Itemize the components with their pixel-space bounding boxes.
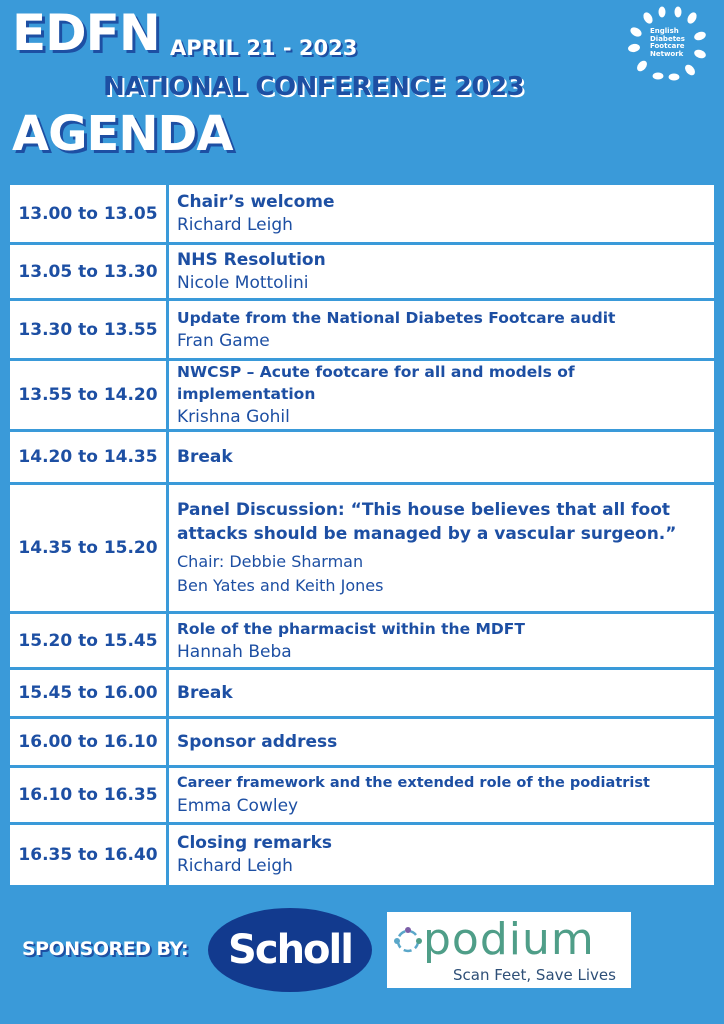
agenda-speaker: Hannah Beba (177, 641, 292, 662)
edfn-title: EDFN (12, 4, 160, 62)
edfn-logo-text: English Diabetes Footcare Network (650, 27, 685, 58)
agenda-row (10, 485, 714, 611)
agenda-row (10, 361, 714, 429)
scholl-logo (208, 908, 372, 992)
agenda-speaker: Richard Leigh (177, 856, 293, 876)
agenda-item (169, 245, 714, 298)
agenda-title: NHS Resolution (177, 249, 326, 270)
agenda-row (10, 719, 714, 765)
agenda-time: 13.55 to 14.20 (10, 361, 169, 429)
agenda-title: Closing remarks (177, 833, 333, 853)
agenda-row (10, 245, 714, 298)
agenda-row (10, 432, 714, 482)
agenda-row (10, 301, 714, 358)
event-date: APRIL 21 - 2023 (170, 36, 358, 60)
agenda-title: Break (177, 447, 233, 467)
agenda-item (169, 432, 714, 482)
agenda-row (10, 670, 714, 716)
agenda-speaker: Nicole Mottolini (177, 272, 309, 293)
agenda-item (169, 768, 714, 822)
agenda-title: Break (177, 683, 233, 703)
agenda-item (169, 614, 714, 667)
agenda-time: 13.00 to 13.05 (10, 185, 169, 242)
podium-wordmark: podium (423, 914, 595, 965)
agenda-title: NWCSP – Acute footcare for all and models of implementation (177, 363, 575, 403)
agenda-time: 13.05 to 13.30 (10, 245, 169, 298)
agenda-time: 16.35 to 16.40 (10, 825, 169, 885)
agenda-speaker: Richard Leigh (177, 214, 293, 235)
podium-mark-icon (393, 926, 423, 956)
podium-logo (387, 912, 631, 988)
agenda-item (169, 185, 714, 242)
agenda-table (10, 182, 714, 888)
agenda-speaker: Krishna Gohil (177, 407, 290, 427)
agenda-time: 14.35 to 15.20 (10, 485, 169, 611)
agenda-row (10, 185, 714, 242)
agenda-speaker: Chair: Debbie Sharman (177, 552, 364, 571)
agenda-title: Update from the National Diabetes Footcare audit (177, 308, 616, 327)
conference-title: NATIONAL CONFERENCE 2023 (103, 72, 525, 102)
sponsored-by-label: SPONSORED BY: (22, 938, 189, 960)
agenda-item (169, 719, 714, 765)
agenda-title: Chair’s welcome (177, 191, 335, 212)
agenda-title: Sponsor address (177, 732, 338, 752)
agenda-speaker: Ben Yates and Keith Jones (177, 576, 384, 595)
agenda-title: Career framework and the extended role of the podiatrist (177, 775, 650, 791)
podium-tagline: Scan Feet, Save Lives (453, 966, 616, 984)
agenda-time: 13.30 to 13.55 (10, 301, 169, 358)
agenda-row (10, 614, 714, 667)
agenda-speaker: Fran Game (177, 330, 270, 351)
agenda-speaker: Emma Cowley (177, 796, 299, 816)
agenda-item (169, 301, 714, 358)
scholl-logo-text: Scholl (228, 927, 352, 973)
agenda-title: Role of the pharmacist within the MDFT (177, 619, 525, 638)
agenda-item (169, 361, 714, 429)
agenda-title: Panel Discussion: “This house believes that all foot attacks should be managed by a vascular surgeon.” (177, 500, 677, 544)
agenda-row (10, 768, 714, 822)
agenda-item (169, 825, 714, 885)
agenda-time: 14.20 to 14.35 (10, 432, 169, 482)
agenda-time: 16.10 to 16.35 (10, 768, 169, 822)
agenda-time: 16.00 to 16.10 (10, 719, 169, 765)
agenda-time: 15.20 to 15.45 (10, 614, 169, 667)
agenda-row (10, 825, 714, 885)
agenda-item (169, 670, 714, 716)
agenda-heading: AGENDA (12, 106, 233, 162)
agenda-time: 15.45 to 16.00 (10, 670, 169, 716)
agenda-item (169, 485, 714, 611)
